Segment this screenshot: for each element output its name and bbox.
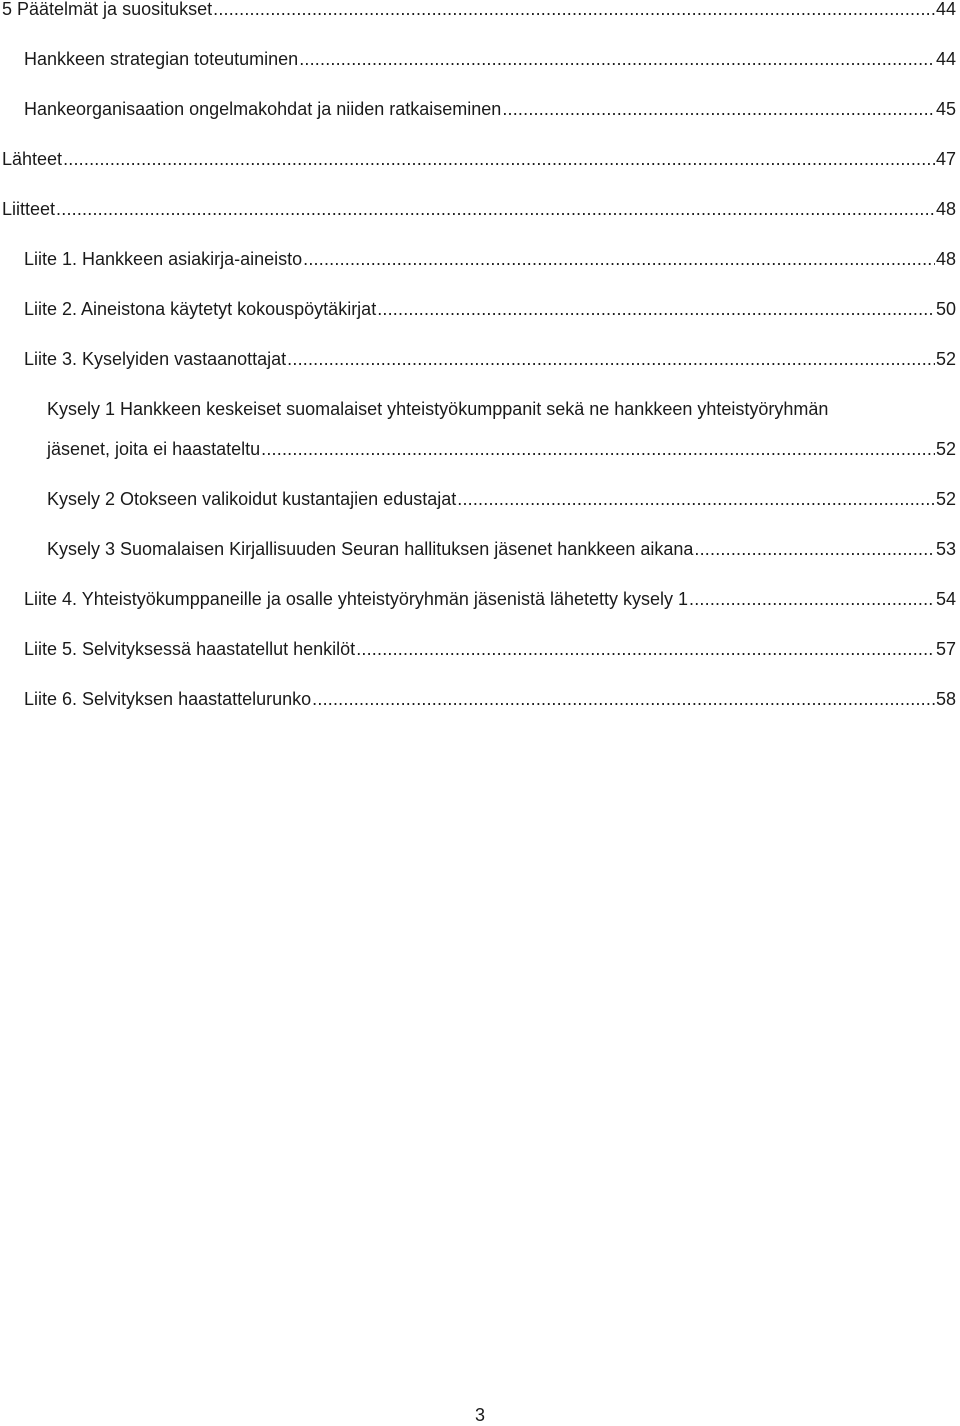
dot-leader <box>689 587 935 611</box>
toc-entry[interactable] <box>24 587 956 611</box>
toc-entry-label: Liite 4. Yhteistyökumppaneille ja osalle yhteistyöryhmän jäsenistä lähetetty kysely 1 <box>24 589 689 609</box>
dot-leader <box>213 0 935 21</box>
toc-entry[interactable] <box>2 0 956 21</box>
toc-entry-page: 53 <box>935 539 956 559</box>
toc-entry-label-line: Kysely 1 Hankkeen keskeiset suomalaiset yhteistyökumppanit sekä ne hankkeen yhteistyöryhmän <box>47 399 829 419</box>
toc-entry[interactable] <box>24 247 956 271</box>
toc-entry-page: 50 <box>935 299 956 319</box>
toc-entry-label: Kysely 2 Otokseen valikoidut kustantajien edustajat <box>47 489 457 509</box>
toc-entry-page: 54 <box>935 589 956 609</box>
page-number: 3 <box>474 1405 485 1425</box>
toc-entry[interactable] <box>24 47 956 71</box>
toc-entry-label: Kysely 3 Suomalaisen Kirjallisuuden Seuran hallituksen jäsenet hankkeen aikana <box>47 539 694 559</box>
toc-entry-page: 44 <box>935 49 956 69</box>
toc-entry-label: Liite 5. Selvityksessä haastatellut henkilöt <box>24 639 356 659</box>
toc-entry[interactable] <box>2 147 956 171</box>
toc-entry[interactable] <box>47 537 956 561</box>
dot-leader <box>377 297 935 321</box>
toc-entry[interactable] <box>24 297 956 321</box>
toc-entry-label: Liite 2. Aineistona käytetyt kokouspöytäkirjat <box>24 299 377 319</box>
toc-entry-label: Hankkeen strategian toteutuminen <box>24 49 299 69</box>
toc-entry-page: 48 <box>935 199 956 219</box>
toc-entry-label: Hankeorganisaation ongelmakohdat ja niiden ratkaiseminen <box>24 99 502 119</box>
toc-entry-page: 58 <box>935 689 956 709</box>
toc-entry-page: 47 <box>935 149 956 169</box>
dot-leader <box>63 147 935 171</box>
toc-entry-page: 45 <box>935 99 956 119</box>
dot-leader <box>694 537 935 561</box>
dot-leader <box>299 47 935 71</box>
dot-leader <box>56 197 935 221</box>
toc-entry-page: 52 <box>935 439 956 459</box>
dot-leader <box>312 687 935 711</box>
dot-leader <box>502 97 935 121</box>
dot-leader <box>457 487 935 511</box>
toc-entry[interactable] <box>2 197 956 221</box>
toc-entry[interactable] <box>24 637 956 661</box>
toc-entry-page: 52 <box>935 489 956 509</box>
toc-entry-page: 44 <box>935 0 956 19</box>
toc-entry-label: Lähteet <box>2 149 63 169</box>
toc-entry-page: 48 <box>935 249 956 269</box>
toc-entry[interactable] <box>24 97 956 121</box>
toc-entry-label: jäsenet, joita ei haastateltu <box>47 439 261 459</box>
toc-entry-label: Liite 6. Selvityksen haastattelurunko <box>24 689 312 709</box>
toc-entry-page: 57 <box>935 639 956 659</box>
dot-leader <box>287 347 935 371</box>
toc-entry-label: Liite 1. Hankkeen asiakirja-aineisto <box>24 249 303 269</box>
toc-entry-page: 52 <box>935 349 956 369</box>
dot-leader <box>261 437 935 461</box>
dot-leader <box>303 247 935 271</box>
toc-entry[interactable] <box>47 437 956 461</box>
toc-entry[interactable] <box>47 487 956 511</box>
dot-leader <box>356 637 935 661</box>
toc-entry-label: 5 Päätelmät ja suositukset <box>2 0 213 19</box>
toc-entry[interactable] <box>24 347 956 371</box>
toc-entry-label: Liite 3. Kyselyiden vastaanottajat <box>24 349 287 369</box>
toc-entry[interactable] <box>24 687 956 711</box>
toc-entry-label: Liitteet <box>2 199 56 219</box>
